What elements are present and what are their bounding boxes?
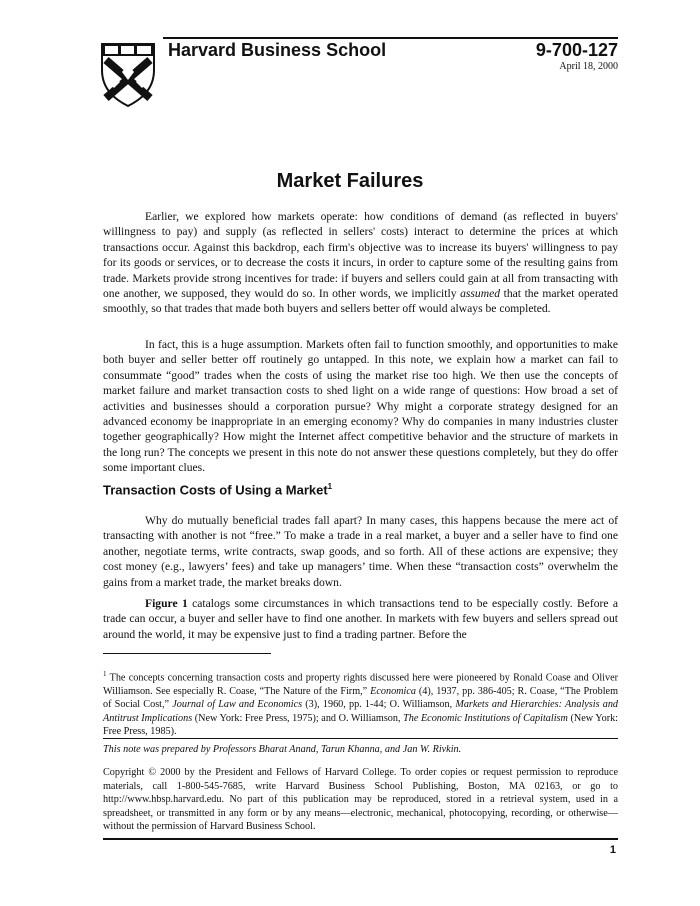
footnote-italic: The Economic Institutions of Capitalism <box>403 712 568 724</box>
footnote-text: (4), 1937, pp. 386-405; R. Coase, “The Problem of Social Cost,” <box>103 685 618 711</box>
page-number: 1 <box>609 844 616 856</box>
prepared-by-note: This note was prepared by Professors Bharat Anand, Tarun Khanna, and Jan W. Rivkin. <box>103 744 462 755</box>
section-heading <box>103 482 332 497</box>
paragraph-3 <box>103 513 618 604</box>
figure-reference: Figure 1 <box>145 597 188 610</box>
copyright-notice: Copyright © 2000 by the President and Fellows of Harvard College. To order copies or request permission to reproduce materials, call 1-800-545-7685, write Harvard Business School Publishing, Boston, MA 02163, or go to http://www.hbsp.harvard.edu. No part of this publication may be reproduced, stored in a retrieval system, used in a spreadsheet, or transmitted in any form or by any means—electronic, mechanical, photocopying, recording, or otherwise—without the permission of Harvard Business School. <box>103 767 618 833</box>
paragraph-3-text: Why do mutually beneficial trades fall apart? In many cases, this happens because the mere act of transacting with another is not “free.” To make a trade in a real market, a buyer and a seller have to find one another, negotiate terms, write contracts, swap goods, and so forth. All of these actions are expensive; they cost money (e.g., lawyers’ fees) and take up managers’ time. When these “transaction costs” overwhelm the gains from a market trade, the market breaks down. <box>103 514 618 589</box>
document-number: 9-700-127 <box>535 40 618 60</box>
school-name: Harvard Business School <box>168 40 387 60</box>
paragraph-2 <box>103 337 618 490</box>
section-heading-text: Transaction Costs of Using a Market <box>103 482 328 498</box>
prepared-by-divider <box>103 738 618 739</box>
footnote-text: The concepts concerning transaction costs and property rights discussed here were pioneered by Ronald Coase and Oliver Williamson. See especially R. Coase, “The Nature of the Firm,” <box>103 672 618 697</box>
paragraph-1 <box>103 209 618 331</box>
footnote-marker: 1 <box>103 670 107 678</box>
footnote-reference: 1 <box>327 482 333 491</box>
footnote-italic: Markets and Hierarchies: Analysis and Antitrust Implications <box>103 699 619 724</box>
document-date: April 18, 2000 <box>559 61 618 72</box>
header-rule <box>163 37 618 39</box>
paragraph-1-text-a: Earlier, we explored how markets operate: how conditions of demand (as reflected in buyers' willingness to pay) and supply (as reflected in sellers' costs) interact to determine the prices at which transactions occur. Against this backdrop, each firm's objective was to increase its buyers' willingness to pay for its goods or services, or to decrease the costs it incurs, in order to capture some of the resulting gains from trade. Markets provide strong incentives for trade: if buyers and sellers could gain at all from transacting with one another, we supposed, they would do so. In other words, we implicitly <box>103 210 618 301</box>
paragraph-1-text-b: that the market operated smoothly, so that trades that made both buyers and sellers better off would always be completed. <box>103 287 618 316</box>
harvard-shield-icon <box>100 42 156 108</box>
paragraph-2-text: In fact, this is a huge assumption. Markets often fail to function smoothly, and opportunities to make both buyer and seller better off routinely go untapped. In this note, we explain how a market can fail to consummate “good” trades when the costs of using the market rise too high. We then use the concepts of market failure and market transaction costs to shed light on a wide range of questions: How broad a set of activities and businesses should a corporation pursue? Why might a corporate strategy designed for an advanced economy be inappropriate in an emerging economy? Why do companies in many industries cluster together geographically? How might the Internet affect competitive behavior and the structure of markets in the long run? The concepts we present in this note do not answer these questions completely, but they do offer some important clues. <box>103 338 618 475</box>
footnote-italic: Journal of Law and Economics <box>172 699 303 711</box>
paragraph-1-emphasis: assumed <box>460 287 501 301</box>
footnote-italic: Economica <box>370 685 416 697</box>
footnote-divider <box>103 653 271 654</box>
paragraph-4 <box>103 596 618 656</box>
footer-rule <box>103 838 618 840</box>
footnote-text: (New York: Free Press, 1975); and O. Williamson, <box>192 712 404 724</box>
footnote-text: (New York: Free Press, 1985). <box>103 712 619 738</box>
footnote <box>103 668 618 738</box>
page-title: Market Failures <box>276 170 424 192</box>
footnote-text: (3), 1960, pp. 1-44; O. Williamson, <box>302 699 456 711</box>
paragraph-4-text: catalogs some circumstances in which transactions tend to be especially costly. Before a trade can occur, a buyer and seller have to find one another. In markets with few buyers and sellers spread out around the world, it may be expensive just to find a trading partner. Before the <box>103 597 618 641</box>
